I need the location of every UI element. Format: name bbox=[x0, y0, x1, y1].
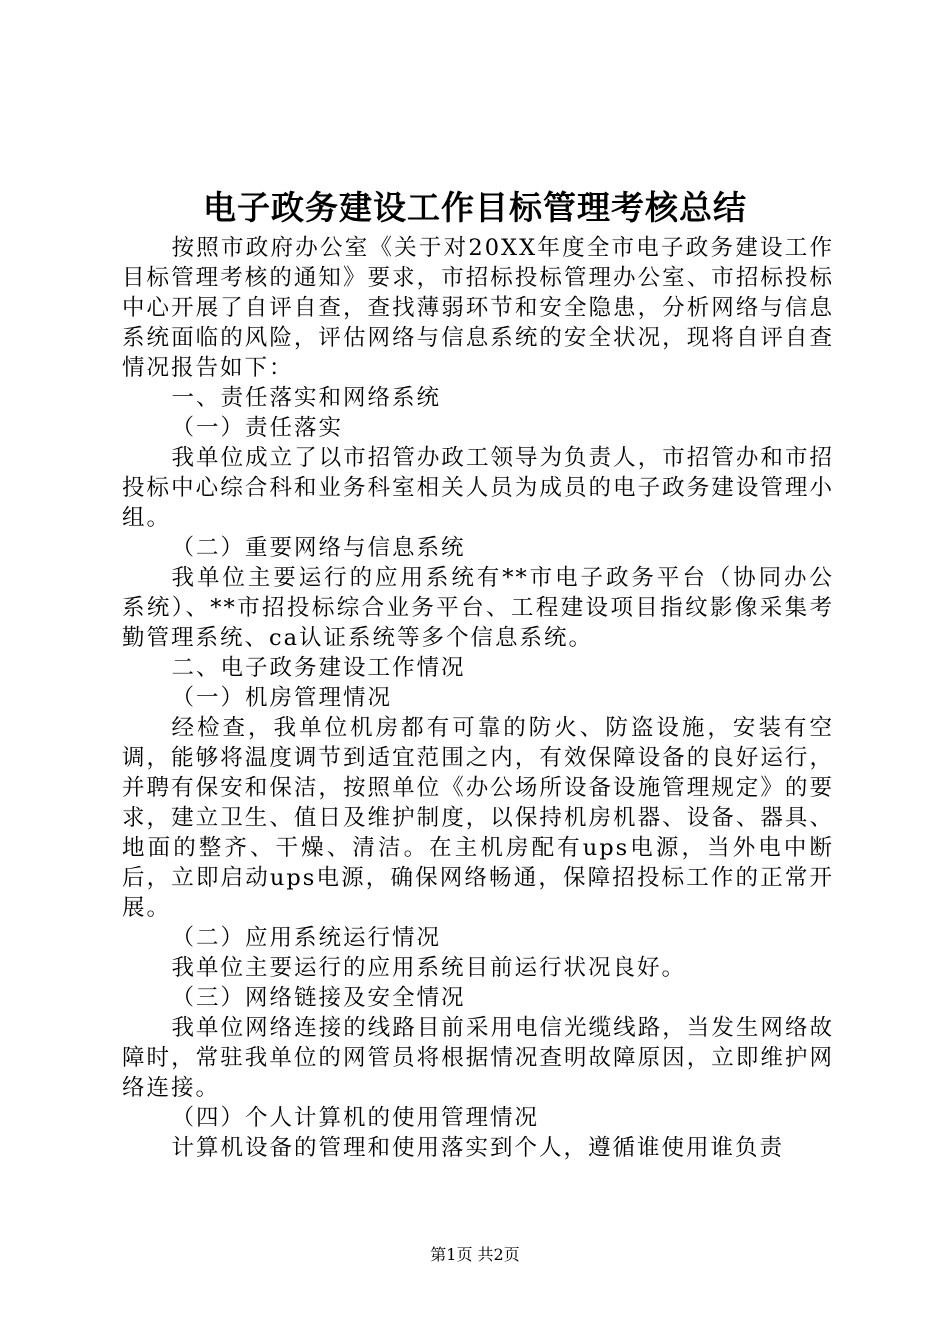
paragraph-network: 我单位网络连接的线路目前采用电信光缆线路，当发生网络故障时，常驻我单位的网管员将根据情况查明故障原因，立即维护网络连接。 bbox=[122, 1015, 834, 1101]
subsection-heading-1-2: （二）重要网络与信息系统 bbox=[171, 535, 466, 561]
page-number: 第1页 共2页 bbox=[430, 1245, 520, 1264]
paragraph-pc-usage: 计算机设备的管理和使用落实到个人，遵循谁使用谁负责 bbox=[171, 1135, 785, 1161]
document-title: 电子政务建设工作目标管理考核总结 bbox=[203, 188, 747, 227]
paragraph-responsibility: 我单位成立了以市招管办政工领导为负责人，市招管办和市招投标中心综合科和业务科室相关人员为成员的电子政务建设管理小组。 bbox=[122, 445, 834, 531]
subsection-heading-2-1: （一）机房管理情况 bbox=[171, 685, 393, 711]
document-body bbox=[122, 233, 834, 1163]
subsection-heading-2-2: （二）应用系统运行情况 bbox=[171, 925, 442, 951]
paragraph-machine-room: 经检查，我单位机房都有可靠的防火、防盗设施，安装有空调，能够将温度调节到适宜范围之内，有效保障设备的良好运行，并聘有保安和保洁，按照单位《办公场所设备设施管理规定》的要求，建立卫生、值日及维护制度，以保持机房机器、设备、器具、地面的整齐、干燥、清洁。在主机房配有ups电源，当外电中断后，立即启动ups电源，确保网络畅通，保障招投标工作的正常开展。 bbox=[122, 715, 834, 921]
paragraph-app-status: 我单位主要运行的应用系统目前运行状况良好。 bbox=[171, 955, 687, 981]
section-heading-2: 二、电子政务建设工作情况 bbox=[171, 655, 466, 681]
section-heading-1: 一、责任落实和网络系统 bbox=[171, 385, 442, 411]
subsection-heading-1-1: （一）责任落实 bbox=[171, 415, 344, 441]
subsection-heading-2-3: （三）网络链接及安全情况 bbox=[171, 985, 466, 1011]
intro-paragraph: 按照市政府办公室《关于对20XX年度全市电子政务建设工作目标管理考核的通知》要求，市招标投标管理办公室、市招标投标中心开展了自评自查，查找薄弱环节和安全隐患，分析网络与信息系统面临的风险，评估网络与信息系统的安全状况，现将自评自查情况报告如下： bbox=[122, 235, 834, 381]
paragraph-systems: 我单位主要运行的应用系统有**市电子政务平台（协同办公系统）、**市招投标综合业务平台、工程建设项目指纹影像采集考勤管理系统、ca认证系统等多个信息系统。 bbox=[122, 565, 834, 651]
subsection-heading-2-4: （四）个人计算机的使用管理情况 bbox=[171, 1105, 540, 1131]
